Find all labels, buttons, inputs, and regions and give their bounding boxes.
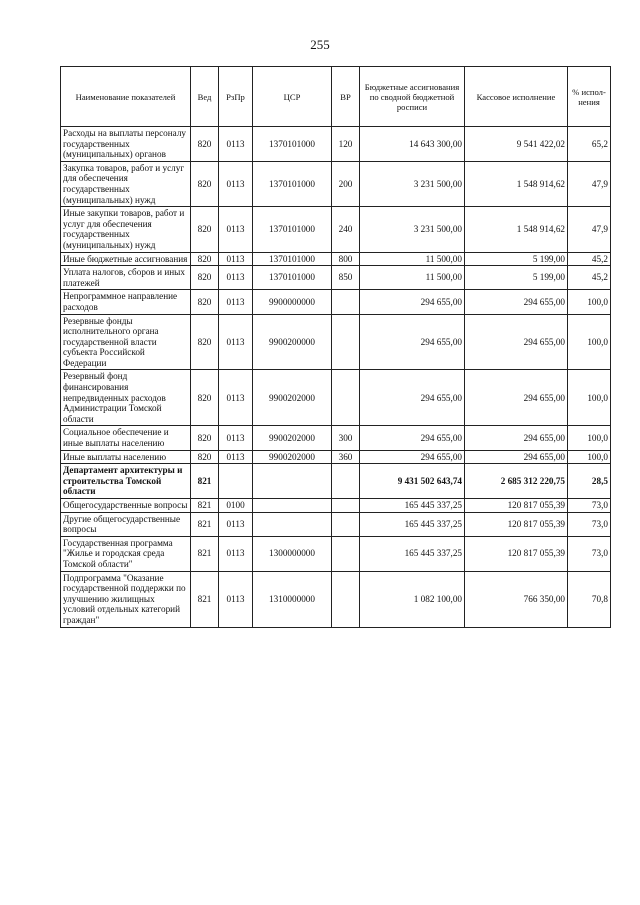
cell-budget: 294 655,00: [360, 426, 465, 450]
header-cash: Кассовое исполнение: [465, 67, 568, 127]
cell-cash: 294 655,00: [465, 426, 568, 450]
table-row: [61, 571, 611, 627]
cell-cash: 5 199,00: [465, 266, 568, 290]
cell-percent: 100,0: [568, 314, 611, 370]
cell-rzpr: 0113: [219, 571, 253, 627]
cell-name: Резервный фонд финансирования непредвиденных расходов Администрации Томской области: [61, 370, 191, 426]
cell-csr: 1370101000: [253, 252, 332, 266]
cell-cash: 120 817 055,39: [465, 512, 568, 536]
cell-cash: 294 655,00: [465, 290, 568, 314]
cell-csr: 1300000000: [253, 536, 332, 571]
cell-percent: 47,9: [568, 161, 611, 206]
cell-ved: 821: [191, 464, 219, 499]
cell-cash: 2 685 312 220,75: [465, 464, 568, 499]
cell-budget: 165 445 337,25: [360, 512, 465, 536]
cell-budget: 11 500,00: [360, 266, 465, 290]
cell-rzpr: 0113: [219, 426, 253, 450]
cell-csr: 9900200000: [253, 314, 332, 370]
cell-name: Закупка товаров, работ и услуг для обеспечения государственных (муниципальных) нужд: [61, 161, 191, 206]
cell-csr: 9900202000: [253, 450, 332, 464]
cell-ved: 820: [191, 370, 219, 426]
table-row: [61, 370, 611, 426]
cell-name: Государственная программа "Жилье и городская среда Томской области": [61, 536, 191, 571]
cell-csr: [253, 499, 332, 513]
cell-vr: [332, 290, 360, 314]
cell-csr: 1370101000: [253, 127, 332, 162]
cell-budget: 165 445 337,25: [360, 536, 465, 571]
cell-percent: 73,0: [568, 512, 611, 536]
table-row: [61, 252, 611, 266]
cell-budget: 9 431 502 643,74: [360, 464, 465, 499]
cell-vr: [332, 499, 360, 513]
cell-rzpr: 0113: [219, 207, 253, 252]
cell-budget: 1 082 100,00: [360, 571, 465, 627]
cell-ved: 820: [191, 290, 219, 314]
cell-csr: 1370101000: [253, 266, 332, 290]
budget-execution-table: [60, 66, 611, 628]
cell-csr: [253, 464, 332, 499]
cell-percent: 73,0: [568, 499, 611, 513]
page-number: 255: [310, 37, 330, 52]
cell-vr: 200: [332, 161, 360, 206]
table-row: [61, 499, 611, 513]
cell-name: Общегосударственные вопросы: [61, 499, 191, 513]
cell-rzpr: 0113: [219, 536, 253, 571]
table-row: [61, 127, 611, 162]
cell-name: Социальное обеспечение и иные выплаты населению: [61, 426, 191, 450]
cell-rzpr: 0113: [219, 252, 253, 266]
cell-csr: 1310000000: [253, 571, 332, 627]
cell-rzpr: [219, 464, 253, 499]
cell-percent: 70,8: [568, 571, 611, 627]
cell-csr: 1370101000: [253, 161, 332, 206]
cell-cash: 120 817 055,39: [465, 536, 568, 571]
cell-vr: 300: [332, 426, 360, 450]
cell-name: Непрограммное направление расходов: [61, 290, 191, 314]
cell-budget: 294 655,00: [360, 314, 465, 370]
cell-vr: [332, 512, 360, 536]
cell-vr: [332, 571, 360, 627]
cell-rzpr: 0113: [219, 370, 253, 426]
cell-cash: 120 817 055,39: [465, 499, 568, 513]
cell-percent: 100,0: [568, 450, 611, 464]
cell-name: Резервные фонды исполнительного органа государственной власти субъекта Российской Федерации: [61, 314, 191, 370]
cell-ved: 820: [191, 450, 219, 464]
table-row: [61, 161, 611, 206]
cell-name: Иные бюджетные ассигнования: [61, 252, 191, 266]
cell-vr: 850: [332, 266, 360, 290]
cell-rzpr: 0113: [219, 266, 253, 290]
cell-rzpr: 0113: [219, 512, 253, 536]
cell-vr: 360: [332, 450, 360, 464]
cell-ved: 820: [191, 207, 219, 252]
cell-cash: 294 655,00: [465, 370, 568, 426]
cell-csr: 9900000000: [253, 290, 332, 314]
cell-ved: 821: [191, 536, 219, 571]
cell-vr: 240: [332, 207, 360, 252]
cell-csr: 1370101000: [253, 207, 332, 252]
cell-cash: 294 655,00: [465, 314, 568, 370]
cell-ved: 820: [191, 127, 219, 162]
cell-ved: 821: [191, 571, 219, 627]
header-rzpr: РзПр: [219, 67, 253, 127]
cell-vr: [332, 536, 360, 571]
cell-name: Иные выплаты населению: [61, 450, 191, 464]
cell-vr: [332, 314, 360, 370]
cell-percent: 100,0: [568, 426, 611, 450]
table-body: [61, 127, 611, 628]
cell-ved: 820: [191, 266, 219, 290]
cell-budget: 3 231 500,00: [360, 207, 465, 252]
table-row: [61, 266, 611, 290]
cell-percent: 65,2: [568, 127, 611, 162]
cell-ved: 821: [191, 499, 219, 513]
cell-name: Уплата налогов, сборов и иных платежей: [61, 266, 191, 290]
cell-name: Подпрограмма "Оказание государственной поддержки по улучшению жилищных условий отдельных категорий граждан": [61, 571, 191, 627]
cell-vr: 120: [332, 127, 360, 162]
cell-percent: 73,0: [568, 536, 611, 571]
cell-percent: 100,0: [568, 370, 611, 426]
header-vr: ВР: [332, 67, 360, 127]
table-row: [61, 314, 611, 370]
cell-rzpr: 0113: [219, 450, 253, 464]
cell-percent: 28,5: [568, 464, 611, 499]
cell-ved: 820: [191, 314, 219, 370]
cell-cash: 9 541 422,02: [465, 127, 568, 162]
table-row: [61, 512, 611, 536]
cell-budget: 294 655,00: [360, 370, 465, 426]
cell-ved: 820: [191, 252, 219, 266]
cell-rzpr: 0113: [219, 127, 253, 162]
cell-budget: 294 655,00: [360, 450, 465, 464]
table-row: [61, 290, 611, 314]
cell-rzpr: 0113: [219, 161, 253, 206]
header-budget: Бюджетные ассигнования по сводной бюджетной росписи: [360, 67, 465, 127]
table-header-row: [61, 67, 611, 127]
cell-ved: 821: [191, 512, 219, 536]
cell-percent: 45,2: [568, 266, 611, 290]
cell-percent: 47,9: [568, 207, 611, 252]
table-row: [61, 536, 611, 571]
cell-name: Департамент архитектуры и строительства Томской области: [61, 464, 191, 499]
cell-vr: [332, 464, 360, 499]
cell-rzpr: 0100: [219, 499, 253, 513]
cell-ved: 820: [191, 161, 219, 206]
cell-budget: 294 655,00: [360, 290, 465, 314]
table-row: [61, 207, 611, 252]
cell-rzpr: 0113: [219, 314, 253, 370]
header-csr: ЦСР: [253, 67, 332, 127]
table-row: [61, 450, 611, 464]
cell-budget: 165 445 337,25: [360, 499, 465, 513]
cell-csr: 9900202000: [253, 426, 332, 450]
cell-vr: [332, 370, 360, 426]
cell-percent: 100,0: [568, 290, 611, 314]
cell-percent: 45,2: [568, 252, 611, 266]
cell-cash: 1 548 914,62: [465, 161, 568, 206]
cell-ved: 820: [191, 426, 219, 450]
cell-budget: 11 500,00: [360, 252, 465, 266]
cell-csr: [253, 512, 332, 536]
table-row: [61, 426, 611, 450]
cell-vr: 800: [332, 252, 360, 266]
header-name: Наименование показателей: [61, 67, 191, 127]
cell-name: Иные закупки товаров, работ и услуг для обеспечения государственных (муниципальных) нужд: [61, 207, 191, 252]
cell-cash: 5 199,00: [465, 252, 568, 266]
table-row: [61, 464, 611, 499]
cell-budget: 14 643 300,00: [360, 127, 465, 162]
cell-cash: 766 350,00: [465, 571, 568, 627]
cell-rzpr: 0113: [219, 290, 253, 314]
cell-cash: 1 548 914,62: [465, 207, 568, 252]
header-percent: % испол-нения: [568, 67, 611, 127]
cell-name: Другие общегосударственные вопросы: [61, 512, 191, 536]
header-ved: Вед: [191, 67, 219, 127]
cell-budget: 3 231 500,00: [360, 161, 465, 206]
cell-name: Расходы на выплаты персоналу государственных (муниципальных) органов: [61, 127, 191, 162]
cell-csr: 9900202000: [253, 370, 332, 426]
cell-cash: 294 655,00: [465, 450, 568, 464]
